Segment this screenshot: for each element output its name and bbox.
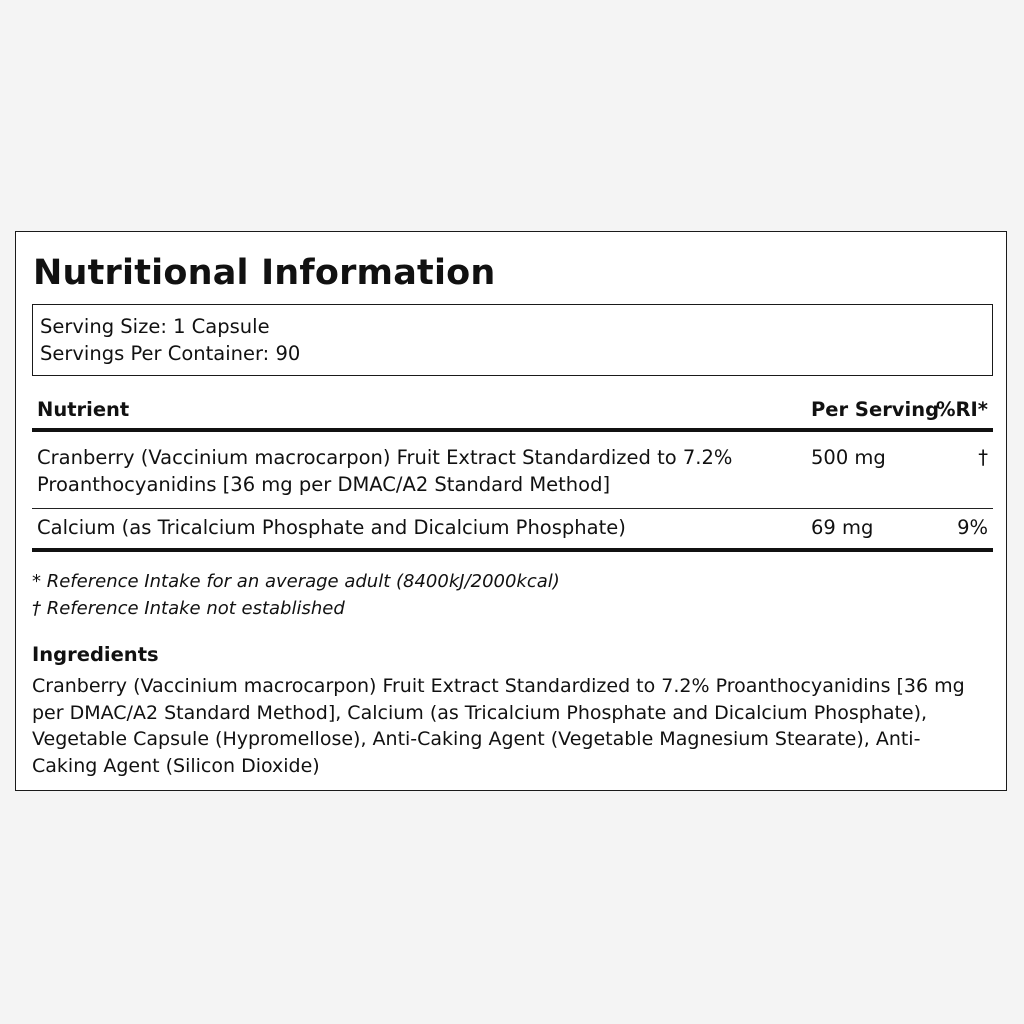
servings-per-container: Servings Per Container: 90 <box>40 342 301 365</box>
panel-title: Nutritional Information <box>33 253 496 293</box>
table-row <box>32 432 993 509</box>
ingredients-heading: Ingredients <box>32 643 159 666</box>
header-ri: %RI* <box>935 398 988 421</box>
nutrition-panel <box>15 231 1007 791</box>
ri-value: † <box>978 446 988 469</box>
header-per-serving: Per Serving <box>811 398 940 421</box>
serving-info-box <box>32 304 993 376</box>
ingredients-text: Cranberry (Vaccinium macrocarpon) Fruit Extract Standardized to 7.2% Proanthocyanidins [36 mg per DMAC/A2 Standard Method], Calcium (as Tricalcium Phosphate and Dicalcium Phosphate), Vegetable Capsule (Hypromellose), Anti-Caking Agent (Vegetable Magnesium Stearate), Anti-Caking Agent (Silicon Dioxide) <box>32 675 965 777</box>
footnote-not-established: † Reference Intake not established <box>32 598 345 619</box>
table-header <box>32 392 993 432</box>
serving-size: Serving Size: 1 Capsule <box>40 315 270 338</box>
footnote-reference-intake: * Reference Intake for an average adult (8400kJ/2000kcal) <box>32 571 560 592</box>
nutrient-name: Cranberry (Vaccinium macrocarpon) Fruit Extract Standardized to 7.2% Proanthocyanidins [36 mg per DMAC/A2 Standard Method] <box>37 446 733 496</box>
header-nutrient: Nutrient <box>37 398 130 421</box>
footnotes <box>32 568 560 622</box>
nutrient-name: Calcium (as Tricalcium Phosphate and Dicalcium Phosphate) <box>37 516 626 539</box>
per-serving-value: 69 mg <box>811 516 874 539</box>
per-serving-value: 500 mg <box>811 446 886 469</box>
table-row <box>32 509 993 552</box>
ri-value: 9% <box>957 516 988 539</box>
nutrient-table <box>32 392 993 552</box>
